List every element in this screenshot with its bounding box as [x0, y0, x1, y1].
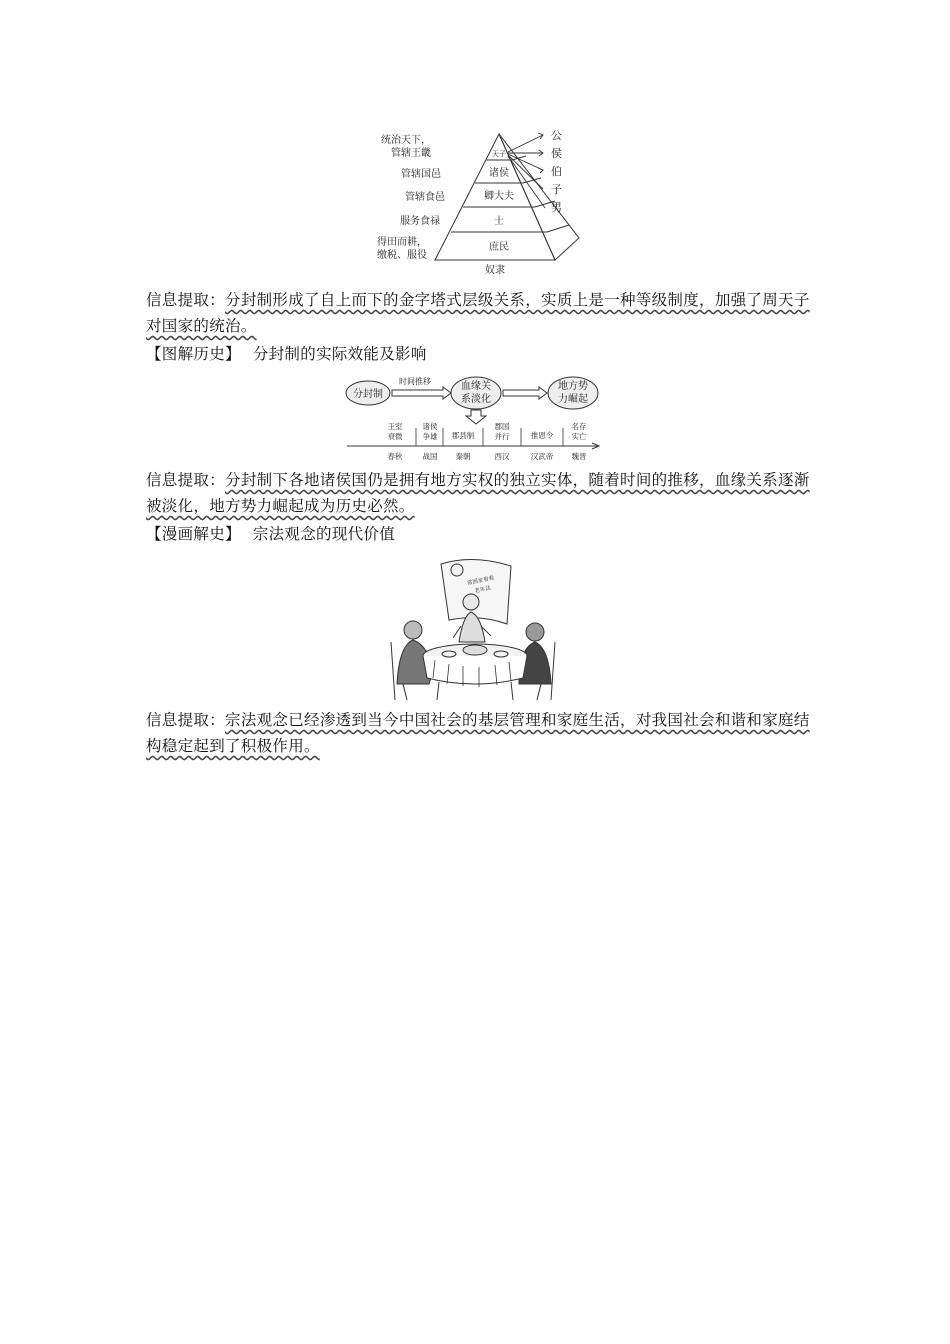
- timeline-event-6a: 名存: [571, 422, 587, 431]
- pyramid-label-5b: 缴税、服役: [377, 250, 427, 261]
- info-prefix-1: 信息提取：: [146, 291, 226, 309]
- timeline-event-1b: 衰微: [387, 432, 403, 441]
- pyramid-label-5a: 得田而耕，: [377, 237, 427, 248]
- timeline-event-4a: 郡国: [494, 422, 510, 431]
- pyramid-label-1a: 统治天下，: [381, 135, 431, 146]
- info-prefix-3: 信息提取：: [146, 711, 226, 729]
- pyramid-diagram: [365, 126, 585, 278]
- flow-box-xueyuan-2: 系淡化: [461, 394, 491, 405]
- pyramid-base-nuli: 奴隶: [485, 265, 505, 276]
- flow-box-difang-2: 力崛起: [558, 394, 588, 405]
- timeline-event-2a: 诸侯: [422, 422, 438, 431]
- info-text-3: 宗法观念已经渗透到当今中国社会的基层管理和家庭生活，对我国社会和谐和家庭结构稳定起到了积极作用。: [146, 711, 810, 755]
- section-heading-tujie: [146, 343, 427, 365]
- flow-box-difang-1: 地方势: [558, 381, 588, 392]
- cartoon-note-1: 常回家看看: [466, 575, 495, 587]
- info-paragraph-3: [146, 707, 816, 759]
- cartoon-note-2: 老年法: [474, 585, 492, 595]
- pyramid-tier-shi: 士: [494, 216, 504, 227]
- flow-box-fenfengzhi: 分封制: [353, 389, 383, 400]
- pyramid-tier-zhuhou: 诸侯: [489, 168, 509, 179]
- timeline-period-5: 汉武帝: [530, 452, 554, 461]
- pyramid-label-1b: 管辖王畿: [391, 148, 431, 159]
- timeline-event-3: 郡县制: [451, 431, 475, 440]
- rank-zi: 子: [551, 183, 562, 196]
- info-prefix-2: 信息提取：: [146, 471, 226, 489]
- section-title-manhua: 宗法观念的现代价值: [252, 525, 396, 543]
- family-dinner-cartoon: [383, 554, 563, 702]
- section-heading-manhua: [146, 523, 395, 545]
- timeline-event-5: 推恩令: [530, 431, 554, 440]
- timeline-period-6: 魏晋: [571, 452, 587, 461]
- pyramid-label-2: 管辖国邑: [401, 169, 441, 180]
- timeline-event-4b: 并行: [494, 432, 510, 441]
- timeline-event-1a: 王室: [387, 422, 403, 431]
- pyramid-label-3: 管辖食邑: [405, 192, 445, 203]
- rank-nan: 男: [551, 201, 562, 214]
- timeline-period-1: 春秋: [387, 452, 403, 461]
- section-title-tujie: 分封制的实际效能及影响: [252, 345, 427, 363]
- info-paragraph-2: [146, 467, 816, 519]
- timeline-period-2: 战国: [422, 452, 438, 461]
- rank-hou: 侯: [551, 147, 562, 160]
- timeline-event-6b: 实亡: [571, 432, 587, 441]
- rank-gong: 公: [551, 129, 562, 142]
- info-text-2: 分封制下各地诸侯国仍是拥有地方实权的独立实体，随着时间的推移，血缘关系逐渐被淡化，地方势力崛起成为历史必然。: [146, 471, 810, 515]
- section-bracket-manhua: 【漫画解史】: [146, 525, 241, 543]
- flow-arrow-label: 时间推移: [399, 377, 431, 386]
- pyramid-tier-qingdafu: 卿大夫: [484, 191, 514, 202]
- pyramid-tier-shumin: 庶民: [489, 242, 509, 253]
- section-bracket-tujie: 【图解历史】: [146, 345, 241, 363]
- timeline-event-2b: 争雄: [422, 432, 438, 441]
- timeline-period-4: 西汉: [494, 452, 510, 461]
- info-paragraph-1: [146, 287, 816, 339]
- pyramid-label-4: 服务食禄: [400, 216, 440, 227]
- rank-bo: 伯: [551, 165, 562, 178]
- info-text-1: 分封制形成了自上而下的金字塔式层级关系，实质上是一种等级制度，加强了周天子对国家的统治。: [146, 291, 810, 335]
- timeline-period-3: 秦朝: [455, 452, 471, 461]
- pyramid-tier-tianzi: 天子: [492, 150, 506, 158]
- fengjian-flow-diagram: [343, 372, 605, 464]
- flow-box-xueyuan-1: 血缘关: [461, 381, 491, 392]
